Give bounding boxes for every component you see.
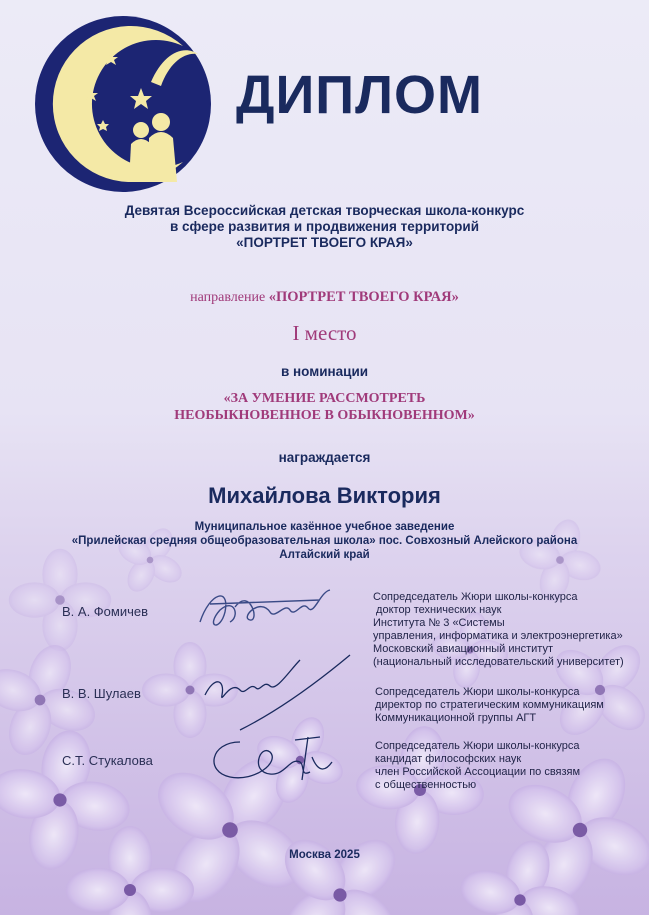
description-line: (национальный исследовательский университет)	[373, 656, 624, 668]
school-block	[0, 520, 649, 562]
nomination-label: в номинации	[280, 364, 369, 379]
school-line: Алтайский край	[279, 549, 370, 561]
signature-2	[200, 650, 360, 735]
organizer-block	[0, 203, 649, 251]
description-line: Сопредседатель Жюри школы-конкурса	[373, 591, 578, 603]
awarded-label: награждается	[278, 450, 371, 465]
description-line: Института № 3 «Системы	[373, 617, 505, 629]
direction-prefix: направление	[190, 290, 266, 305]
place-label: I место	[292, 321, 357, 345]
signatory-name: В. В. Шулаев	[62, 686, 141, 701]
description-line: кандидат философских наук	[375, 753, 522, 765]
recipient-name: Михайлова Виктория	[208, 483, 441, 508]
description-line: член Российской Ассоциации по связям	[375, 766, 581, 778]
organizer-line: Девятая Всероссийская детская творческая школа-конкурс	[124, 203, 525, 218]
organizer-line: «ПОРТРЕТ ТВОЕГО КРАЯ»	[236, 235, 413, 250]
school-line: Муниципальное казённое учебное заведение	[194, 521, 455, 533]
city-year: Москва 2025	[289, 849, 360, 861]
moon-children-logo-icon	[33, 14, 213, 194]
description-line: управления, информатика и электроэнергетика»	[373, 630, 623, 642]
diploma-title: ДИПЛОМ	[236, 65, 483, 125]
description-line: Сопредседатель Жюри школы-конкурса	[375, 686, 580, 698]
signature-3	[200, 732, 340, 787]
description-line: с общественностью	[375, 779, 477, 791]
description-line: доктор технических наук	[373, 604, 502, 616]
description-line: директор по стратегическим коммуникациям	[375, 699, 604, 711]
direction-name: «ПОРТРЕТ ТВОЕГО КРАЯ»	[268, 289, 459, 305]
description-line: Сопредседатель Жюри школы-конкурса	[375, 740, 580, 752]
signatory-description	[375, 686, 604, 725]
description-line: Коммуникационной группы АГТ	[375, 712, 537, 724]
nomination-line: НЕОБЫКНОВЕННОЕ В ОБЫКНОВЕННОМ»	[174, 408, 475, 423]
organizer-line: в сфере развития и продвижения территорий	[169, 219, 480, 234]
signatory-name: С.Т. Стукалова	[62, 753, 153, 768]
nomination-line: «ЗА УМЕНИЕ РАССМОТРЕТЬ	[223, 391, 426, 406]
description-line: Московский авиационный институт	[373, 643, 553, 655]
school-line: «Прилейская средняя общеобразовательная школа» пос. Совхозный Алейского района	[71, 535, 578, 547]
signatory-description	[375, 740, 580, 792]
signatory-description	[373, 591, 624, 669]
signatory-name: В. А. Фомичев	[62, 604, 149, 619]
nomination-title	[0, 390, 649, 424]
direction-line	[0, 289, 649, 306]
signature-1	[190, 582, 340, 637]
